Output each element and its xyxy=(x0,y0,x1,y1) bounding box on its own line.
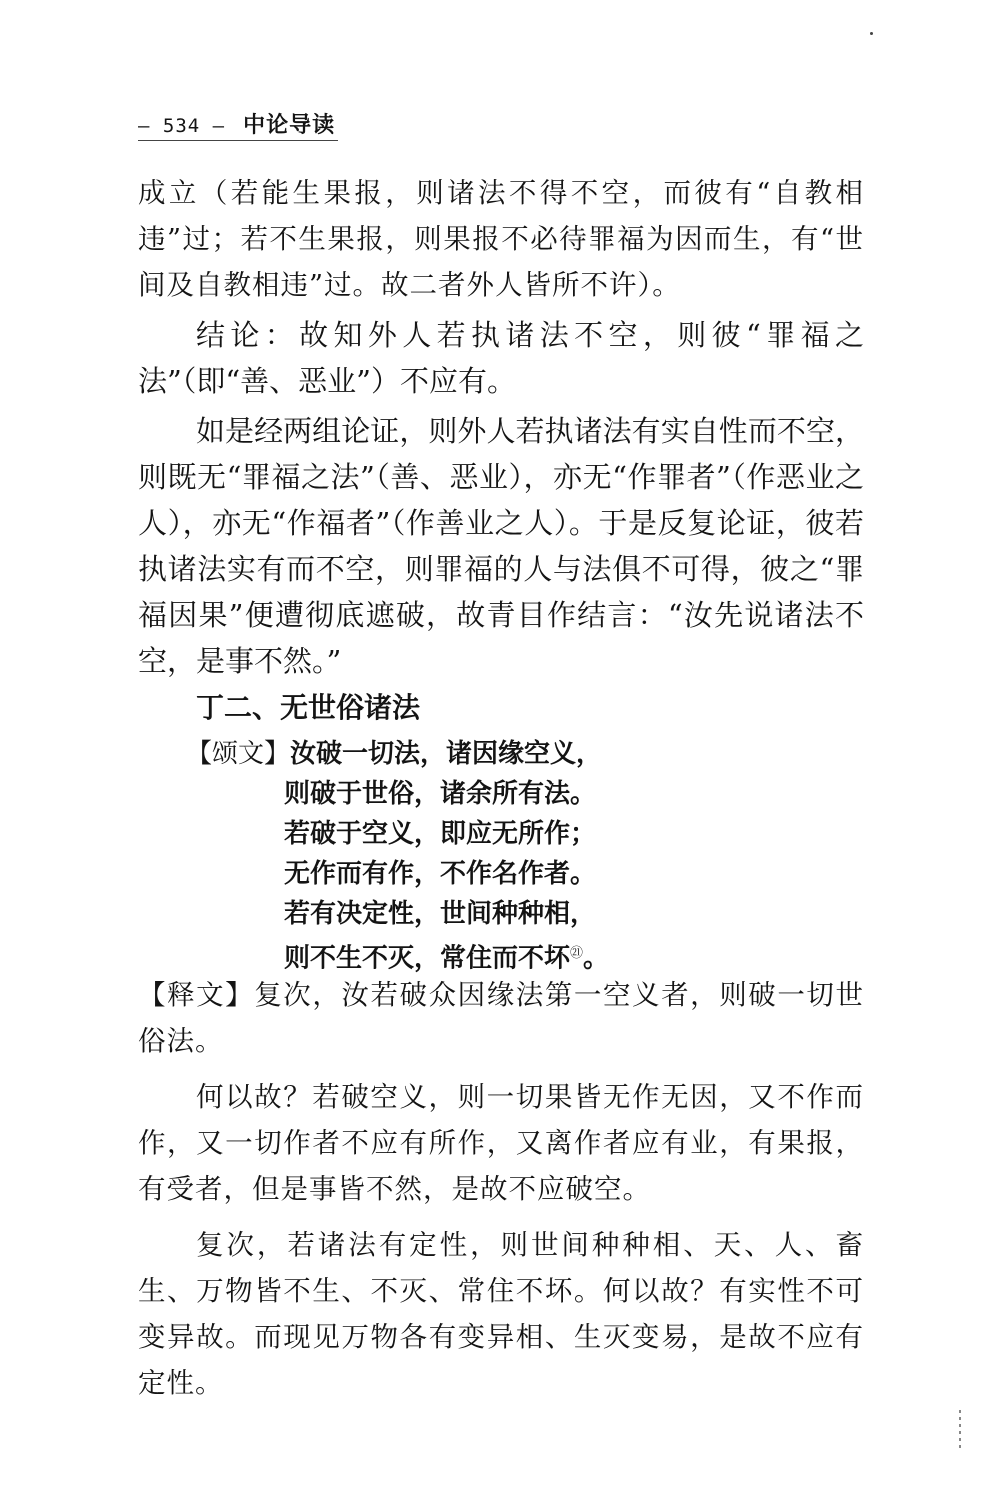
body-top xyxy=(138,170,864,684)
paragraph xyxy=(138,972,864,1064)
verse-block xyxy=(186,734,609,979)
verse-line: 若破于空义，即应无所作； xyxy=(284,819,597,849)
verse-line: 无作而有作，不作名作者。 xyxy=(284,859,597,889)
verse-line: 则破于世俗，诸余所有法。 xyxy=(284,779,597,809)
paragraph: 何以故？若破空义，则一切果皆无作无因，又不作而作，又一切作者不应有所作，又离作者应有业，有果报，有受者，但是事皆不然，是故不应破空。 xyxy=(138,1081,864,1205)
paragraph: 如是经两组论证，则外人若执诸法有实自性而不空，则既无“罪福之法”（善、恶业），亦无“作罪者”（作恶业之人），亦无“作福者”（作善业之人）。于是反复论证，彼若执诸法实有而不空，则罪福的人与法俱不可得，彼之“罪福因果”便遭彻底遮破，故青目作结言：“汝先说诸法不空，是事不然。” xyxy=(138,414,864,678)
verse-line: 若有决定性，世间种种相， xyxy=(284,899,597,929)
book-title: 中论导读 xyxy=(243,113,336,138)
paragraph: 复次，若诸法有定性，则世间种种相、天、人、畜生、万物皆不生、不灭、常住不坏。何以故？有实性不可变异故。而现见万物各有变异相、生灭变易，是故不应有定性。 xyxy=(138,1229,864,1399)
paragraph-text: 复次，汝若破众因缘法第一空义者，则破一切世俗法。 xyxy=(138,979,864,1057)
section-heading: 丁二、无世俗诸法 xyxy=(196,691,421,724)
scan-edge-mark xyxy=(959,1410,961,1450)
commentary-label: 【释文】 xyxy=(138,979,255,1011)
scan-speck xyxy=(870,32,873,35)
verse-line xyxy=(186,734,609,774)
paragraph: 结论：故知外人若执诸法不空，则彼“罪福之法”（即“善、恶业”）不应有。 xyxy=(138,318,864,398)
footnote-marker: ㉑ xyxy=(570,946,584,961)
commentary xyxy=(138,972,864,1406)
header-rule xyxy=(138,140,338,141)
running-header xyxy=(138,108,335,139)
verse-text: 汝破一切法，诸因缘空义， xyxy=(290,739,603,769)
verse-label: 【颂文】 xyxy=(186,739,291,769)
verse-text: 则不生不灭，常住而不坏 xyxy=(284,943,571,974)
page-number: — 534 — xyxy=(138,115,226,137)
paragraph: 成立（若能生果报，则诸法不得不空，而彼有“自教相违”过；若不生果报，则果报不必待罪福为因而生，有“世间及自教相违”过。故二者外人皆所不许）。 xyxy=(138,177,864,301)
verse-punct: 。 xyxy=(583,943,610,974)
